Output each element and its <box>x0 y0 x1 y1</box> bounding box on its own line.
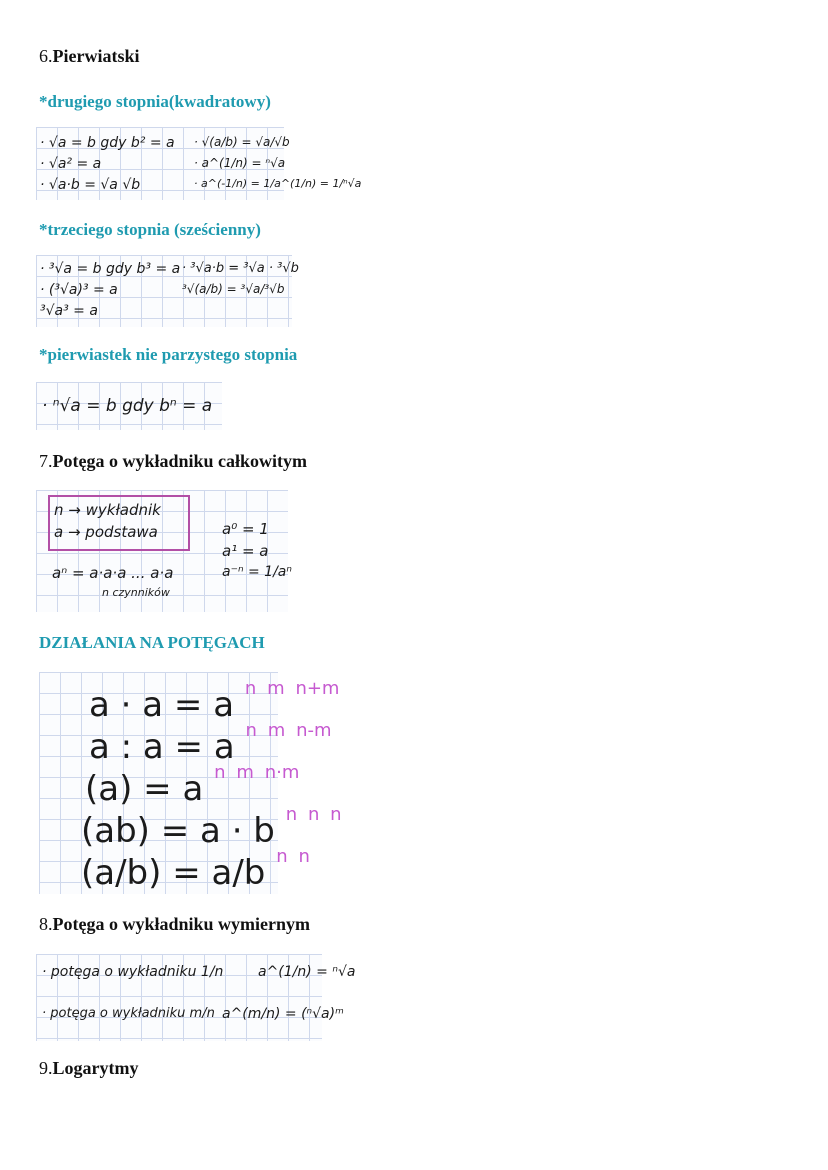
note-line: · √a = b gdy b² = a <box>40 135 175 151</box>
rule-exponent: n <box>214 762 226 783</box>
note-cube-root <box>36 255 299 327</box>
section-title: Pierwiatski <box>52 46 140 66</box>
note-line: · (³√a)³ = a <box>40 282 118 298</box>
subheading-power-operations: DZIAŁANIA NA POTĘGACH <box>39 633 265 652</box>
note-line: a → podstawa <box>54 523 158 541</box>
note-rational-exponent <box>36 954 356 1041</box>
note-line: · potęga o wykładniku 1/n <box>42 964 224 980</box>
note-line: · √(a/b) = √a/√b <box>194 135 290 149</box>
section-number: 7. <box>39 451 53 471</box>
rule-exponent: m <box>267 720 286 741</box>
rule-base: (a) = a <box>85 769 204 809</box>
section-number: 8. <box>39 914 53 934</box>
note-line: · √a·b = √a √b <box>40 177 141 193</box>
rule-exponent: n·m <box>264 762 300 783</box>
section-heading-9 <box>39 1058 138 1079</box>
rule-exponent: n-m <box>296 720 332 741</box>
note-line: · √a² = a <box>40 156 102 172</box>
note-integer-exponent <box>36 490 292 612</box>
section-heading-8 <box>39 914 310 935</box>
note-line: ³√a³ = a <box>40 303 98 319</box>
power-rule <box>81 846 310 893</box>
rule-base: (a/b) = a/b <box>81 853 266 893</box>
section-heading-6 <box>39 46 140 67</box>
section-number: 6. <box>39 46 53 66</box>
note-line: · potęga o wykładniku m/n <box>42 1006 215 1021</box>
rule-exponent: n <box>276 846 288 867</box>
rule-exponent: n <box>330 804 342 825</box>
subheading-square-root: *drugiego stopnia(kwadratowy) <box>39 92 271 111</box>
note-line: a⁻ⁿ = 1/aⁿ <box>222 564 292 580</box>
note-square-root <box>36 127 362 200</box>
note-power-operations <box>39 672 342 894</box>
section-title: Potęga o wykładniku wymiernym <box>52 914 311 934</box>
power-rule <box>85 762 299 809</box>
note-line: ³√(a/b) = ³√a/³√b <box>182 282 285 296</box>
note-line: · ³√a·b = ³√a · ³√b <box>182 261 299 276</box>
note-line: · a^(1/n) = ⁿ√a <box>194 156 286 170</box>
rule-exponent: n+m <box>295 678 340 699</box>
note-line: · ⁿ√a = b gdy bⁿ = a <box>42 396 213 416</box>
subheading-odd-root: *pierwiastek nie parzystego stopnia <box>39 345 298 364</box>
rule-exponent: n <box>298 846 310 867</box>
rule-base: (ab) = a · b <box>81 811 275 851</box>
section-heading-7 <box>39 451 307 472</box>
subheading-cube-root: *trzeciego stopnia (sześcienny) <box>39 220 261 239</box>
section-number: 9. <box>39 1058 53 1078</box>
rule-exponent: n <box>307 804 320 825</box>
note-line: a^(m/n) = (ⁿ√a)ᵐ <box>222 1006 344 1022</box>
rule-exponent: m <box>267 678 285 699</box>
note-line: · a^(-1/n) = 1/a^(1/n) = 1/ⁿ√a <box>194 177 362 190</box>
note-line: a⁰ = 1 <box>222 520 269 538</box>
note-line: a^(1/n) = ⁿ√a <box>258 964 356 980</box>
rule-base: a : a = a <box>89 727 235 767</box>
power-rule <box>89 720 332 767</box>
section-title: Logarytmy <box>52 1058 139 1078</box>
rule-exponent: n <box>245 720 257 741</box>
power-rule <box>89 678 339 725</box>
note-line: n → wykładnik <box>54 501 161 519</box>
note-line: n czynników <box>102 586 170 599</box>
note-line: aⁿ = a·a·a ... a·a <box>52 564 174 582</box>
note-line: a¹ = a <box>222 542 269 560</box>
rule-exponent: n <box>285 804 298 825</box>
rule-exponent: n <box>244 678 257 699</box>
note-odd-root <box>36 382 222 430</box>
power-rule <box>81 804 342 851</box>
note-line: · ³√a = b gdy b³ = a <box>40 261 181 277</box>
section-title: Potęga o wykładniku całkowitym <box>52 451 308 471</box>
rule-exponent: m <box>236 762 254 783</box>
rule-base: a · a = a <box>89 685 235 725</box>
